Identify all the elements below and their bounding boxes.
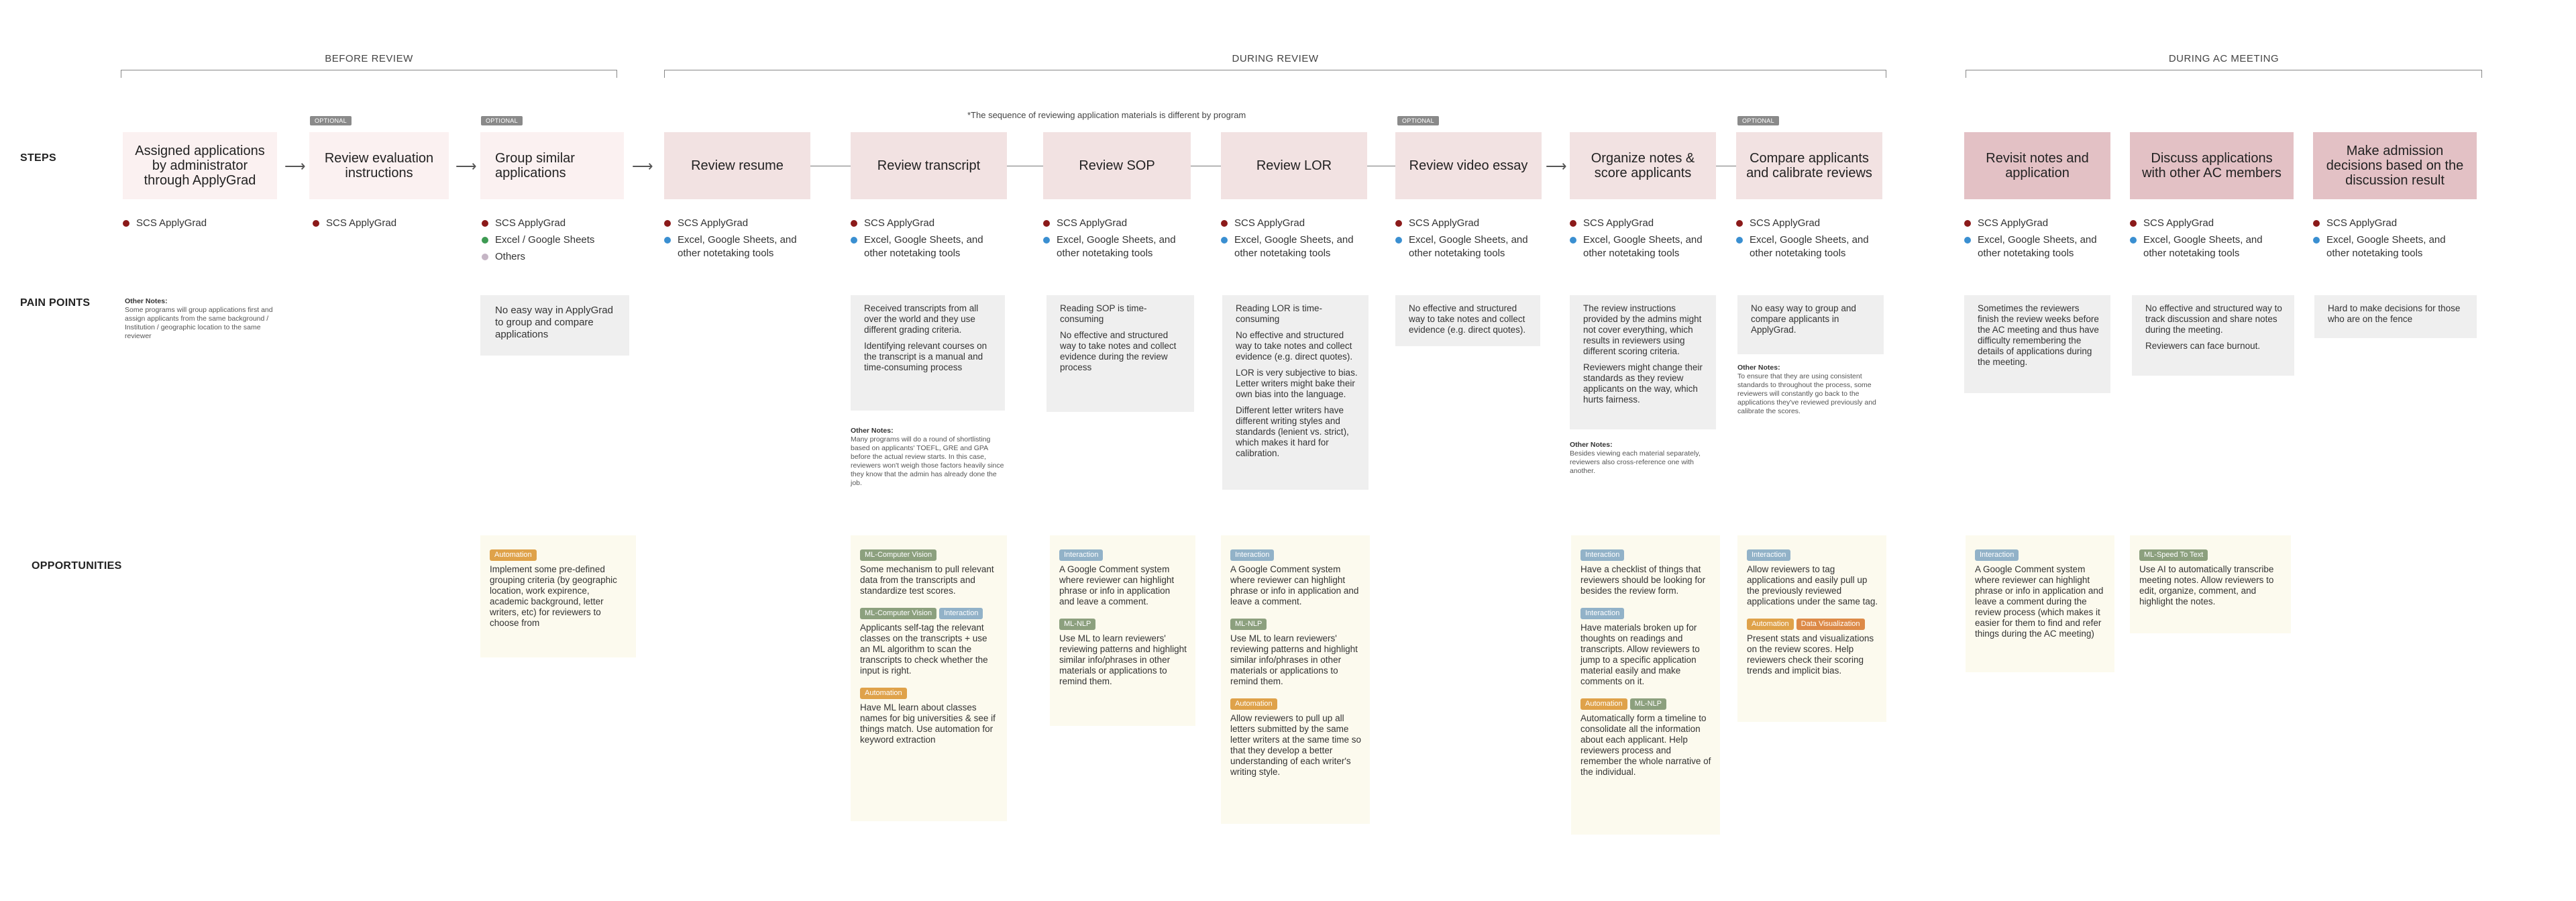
- tool-item: [1736, 233, 1882, 260]
- step-review-resume: Review resume: [664, 132, 810, 199]
- other-notes-label: Other Notes:: [851, 427, 894, 435]
- opportunity-text: Present stats and visualizations on the review scores. Help reviewers check their scoring trends and implicit bias.: [1747, 633, 1874, 676]
- tool-label: SCS ApplyGrad: [495, 217, 566, 229]
- tag-interaction: Interaction: [1230, 549, 1274, 561]
- pain-point-text: LOR is very subjective to bias. Letter writers might bake their own bias into the language.: [1236, 368, 1358, 399]
- row-label-pain-points: PAIN POINTS: [20, 297, 91, 309]
- step-discuss-applications: Discuss applications with other AC members: [2130, 132, 2294, 199]
- tool-item: [313, 217, 447, 230]
- opportunity-item: [1230, 549, 1362, 607]
- other-notes-text: Some programs will group applications first and assign applicants from the same background / Institution / geographic location to the same reviewer: [125, 306, 273, 340]
- other-notes-label: Other Notes:: [125, 297, 168, 305]
- pain-point-card: [1222, 295, 1368, 490]
- tool-label: SCS ApplyGrad: [1750, 217, 1821, 229]
- tool-label: Excel, Google Sheets, and other notetaking tools: [1750, 234, 1869, 259]
- notetaking-tools-dot: [851, 237, 857, 244]
- scs-applygrad-dot: [1570, 220, 1576, 227]
- tool-item: [482, 217, 623, 230]
- tool-item: [1964, 217, 2110, 230]
- notetaking-tools-dot: [1570, 237, 1576, 244]
- pain-point-text: Sometimes the reviewers finish the review weeks before the AC meeting and thus have difficulty remembering the details of applications during the meeting.: [1978, 303, 2099, 367]
- pain-point-text: Reading SOP is time-consuming: [1060, 303, 1147, 324]
- sequence-note: *The sequence of reviewing application materials is different by program: [967, 110, 1246, 120]
- opportunity-item: [2139, 549, 2283, 607]
- tools-list: [1395, 217, 1542, 264]
- other-notes-label: Other Notes:: [1570, 441, 1613, 449]
- pain-point-text: No effective and structured way to track discussion and share notes during the meeting.: [2145, 303, 2282, 335]
- tools-list: [2130, 217, 2276, 264]
- tag-automation: Automation: [1580, 698, 1627, 710]
- excel-google-sheets-dot: [482, 237, 488, 244]
- opportunity-item: [1747, 618, 1878, 676]
- tools-list: [2313, 217, 2459, 264]
- tool-item: [664, 217, 810, 230]
- phase-label-before: BEFORE REVIEW: [325, 53, 413, 64]
- tool-label: Excel, Google Sheets, and other notetaking tools: [1234, 234, 1354, 259]
- pain-point-text: No effective and structured way to take notes and collect evidence during the review process: [1060, 330, 1177, 372]
- tool-label: SCS ApplyGrad: [2143, 217, 2214, 229]
- tool-item: [2313, 217, 2459, 230]
- opportunity-item: [1747, 549, 1878, 607]
- arrow-icon: ⟶: [455, 158, 477, 174]
- notetaking-tools-dot: [2313, 237, 2320, 244]
- tag-automation: Automation: [490, 549, 537, 561]
- optional-badge: OPTIONAL: [1737, 116, 1779, 125]
- optional-badge: OPTIONAL: [1397, 116, 1439, 125]
- opportunity-item: [860, 607, 999, 676]
- tools-list: [1570, 217, 1716, 264]
- tool-label: SCS ApplyGrad: [1978, 217, 2049, 229]
- scs-applygrad-dot: [1964, 220, 1971, 227]
- pain-point-card: [1737, 295, 1884, 354]
- opportunity-card: [1737, 535, 1886, 722]
- pain-point-text: No effective and structured way to take notes and collect evidence (e.g. direct quotes).: [1236, 330, 1353, 362]
- phase-label-during: DURING REVIEW: [1232, 53, 1319, 64]
- scs-applygrad-dot: [1395, 220, 1402, 227]
- opportunity-text: Use AI to automatically transcribe meeting notes. Allow reviewers to edit, organize, comment, and highlight the notes.: [2139, 564, 2274, 606]
- tool-item: [1395, 217, 1542, 230]
- other-notes-text: Many programs will do a round of shortlisting based on applicants' TOEFL, GRE and GPA before the actual review starts. In this case, reviewers won't weigh those factors heavily since they know that the admin has already done the job.: [851, 435, 1004, 487]
- notetaking-tools-dot: [1964, 237, 1971, 244]
- scs-applygrad-dot: [2313, 220, 2320, 227]
- row-label-opportunities: OPPORTUNITIES: [32, 560, 122, 572]
- tools-list: [664, 217, 810, 264]
- pain-point-card: [1395, 295, 1540, 346]
- opportunity-text: Have materials broken up for thoughts on readings and transcripts. Allow reviewers to jump to a specific application material easily and make comments on it.: [1580, 623, 1700, 686]
- tag-data-visualization: Data Visualization: [1796, 619, 1865, 630]
- step-make-admission-decisions: Make admission decisions based on the discussion result: [2313, 132, 2477, 199]
- pain-point-card: [2132, 295, 2294, 376]
- opportunity-item: [490, 549, 628, 629]
- arrow-icon: ⟶: [632, 158, 653, 174]
- tag-ml-nlp: ML-NLP: [1059, 619, 1095, 630]
- pain-point-text: Different letter writers have different writing styles and standards (lenient vs. strict), which makes it hard for calibration.: [1236, 405, 1349, 458]
- tag-interaction: Interaction: [1975, 549, 2019, 561]
- tool-item: [1043, 217, 1189, 230]
- tool-item: [1395, 233, 1542, 260]
- tag-automation: Automation: [860, 688, 907, 699]
- tool-item: [1570, 233, 1716, 260]
- other-notes-text: Besides viewing each material separately, reviewers also cross-reference one with another.: [1570, 449, 1701, 475]
- tag-automation: Automation: [1747, 619, 1794, 630]
- tool-label: SCS ApplyGrad: [136, 217, 207, 229]
- pain-point-text: No effective and structured way to take notes and collect evidence (e.g. direct quotes).: [1409, 303, 1526, 335]
- tool-label: SCS ApplyGrad: [1234, 217, 1305, 229]
- tools-list: [123, 217, 270, 233]
- opportunity-card: [1221, 535, 1370, 824]
- tool-label: Excel, Google Sheets, and other notetaking tools: [1409, 234, 1528, 259]
- opportunity-item: [860, 549, 999, 596]
- tools-list: [851, 217, 997, 264]
- scs-applygrad-dot: [664, 220, 671, 227]
- pain-point-card: [851, 295, 1005, 411]
- notetaking-tools-dot: [1736, 237, 1743, 244]
- opportunity-card: [2130, 535, 2291, 633]
- step-group-similar-applications: Group similar applications: [480, 132, 624, 199]
- tool-item: [123, 217, 270, 230]
- tool-label: Excel, Google Sheets, and other notetaking tools: [678, 234, 797, 259]
- tools-list: [1964, 217, 2110, 264]
- tag-interaction: Interaction: [1580, 549, 1624, 561]
- phase-bracket-before: [121, 70, 617, 78]
- row-label-steps: STEPS: [20, 152, 56, 164]
- tool-label: Excel, Google Sheets, and other notetaking tools: [1057, 234, 1176, 259]
- tag-interaction: Interaction: [939, 608, 983, 619]
- tool-label: Excel, Google Sheets, and other notetaking tools: [1583, 234, 1703, 259]
- step-review-video-essay: Review video essay: [1395, 132, 1542, 199]
- pain-point-card: [1964, 295, 2110, 393]
- pain-point-text: Hard to make decisions for those who are on the fence: [2328, 303, 2461, 324]
- opportunity-item: [1230, 698, 1362, 778]
- notetaking-tools-dot: [1043, 237, 1050, 244]
- scs-applygrad-dot: [123, 220, 129, 227]
- opportunity-item: [1580, 607, 1712, 687]
- scs-applygrad-dot: [482, 220, 488, 227]
- tool-label: Excel, Google Sheets, and other notetaking tools: [2143, 234, 2263, 259]
- tool-label: Others: [495, 251, 526, 262]
- tool-item: [1736, 217, 1882, 230]
- tools-list: [1736, 217, 1882, 264]
- opportunity-item: [860, 687, 999, 745]
- notetaking-tools-dot: [2130, 237, 2137, 244]
- scs-applygrad-dot: [1736, 220, 1743, 227]
- tool-label: SCS ApplyGrad: [1583, 217, 1654, 229]
- pain-point-card: [1046, 295, 1194, 412]
- phase-bracket-ac: [1966, 70, 2482, 78]
- scs-applygrad-dot: [313, 220, 319, 227]
- pain-point-text: No easy way in ApplyGrad to group and compare applications: [495, 305, 613, 340]
- other-notes: [125, 297, 286, 341]
- other-notes: [1737, 364, 1884, 416]
- opportunity-text: Have a checklist of things that reviewers should be looking for besides the review form.: [1580, 564, 1706, 596]
- pain-point-text: No easy way to group and compare applicants in ApplyGrad.: [1751, 303, 1856, 335]
- opportunity-text: Allow reviewers to pull up all letters submitted by the same letter writers at the same time so that they develop a better understanding of each writer's writing style.: [1230, 713, 1362, 777]
- scs-applygrad-dot: [2130, 220, 2137, 227]
- other-notes: [851, 427, 1005, 488]
- phase-bracket-during: [664, 70, 1886, 78]
- tool-label: SCS ApplyGrad: [678, 217, 749, 229]
- opportunity-card: [1571, 535, 1720, 835]
- tool-item: [1221, 217, 1367, 230]
- tool-item: [482, 233, 623, 247]
- tool-label: SCS ApplyGrad: [1409, 217, 1480, 229]
- scs-applygrad-dot: [851, 220, 857, 227]
- other-notes: [1570, 441, 1716, 476]
- pain-point-card: [1570, 295, 1716, 429]
- notetaking-tools-dot: [1395, 237, 1402, 244]
- scs-applygrad-dot: [1221, 220, 1228, 227]
- opportunity-text: Implement some pre-defined grouping criteria (by geographic location, work expirence, academic background, letter writers, etc) for reviewers to choose from: [490, 564, 617, 628]
- notetaking-tools-dot: [1221, 237, 1228, 244]
- opportunity-card: [1050, 535, 1195, 726]
- tag-interaction: Interaction: [1580, 608, 1624, 619]
- opportunity-text: Some mechanism to pull relevant data from the transcripts and standardize test scores.: [860, 564, 994, 596]
- tag-interaction: Interaction: [1059, 549, 1103, 561]
- opportunity-text: Use ML to learn reviewers' reviewing patterns and highlight similar info/phrases in other materials or applications to remind them.: [1230, 633, 1358, 686]
- tool-item: [2313, 233, 2459, 260]
- opportunity-text: Allow reviewers to tag applications and easily pull up the previously reviewed applications under the same tag.: [1747, 564, 1878, 606]
- other-notes-label: Other Notes:: [1737, 364, 1780, 372]
- step-revisit-notes: Revisit notes and application: [1964, 132, 2110, 199]
- tool-item: [851, 233, 997, 260]
- step-review-sop: Review SOP: [1043, 132, 1191, 199]
- pain-point-text: Identifying relevant courses on the transcript is a manual and time-consuming process: [864, 341, 987, 372]
- step-assigned-applications: Assigned applications by administrator through ApplyGrad: [123, 132, 277, 199]
- opportunity-card: [851, 535, 1007, 821]
- tool-label: Excel / Google Sheets: [495, 234, 595, 246]
- tag-ml-nlp: ML-NLP: [1230, 619, 1267, 630]
- opportunity-text: Have ML learn about classes names for big universities & see if things match. Use automation for keyword extraction: [860, 702, 996, 745]
- tag-interaction: Interaction: [1747, 549, 1790, 561]
- opportunity-text: Use ML to learn reviewers' reviewing patterns and highlight similar info/phrases in other materials or applications to remind them.: [1059, 633, 1187, 686]
- tools-list: [482, 217, 623, 267]
- tool-label: SCS ApplyGrad: [864, 217, 935, 229]
- tools-list: [313, 217, 447, 233]
- tag-ml-computer-vision: ML-Computer Vision: [860, 549, 936, 561]
- step-review-lor: Review LOR: [1221, 132, 1367, 199]
- tool-item: [851, 217, 997, 230]
- tool-label: Excel, Google Sheets, and other notetaking tools: [2326, 234, 2446, 259]
- step-compare-applicants: Compare applicants and calibrate reviews: [1736, 132, 1882, 199]
- opportunity-text: A Google Comment system where reviewer can highlight phrase or info in application and leave a comment.: [1230, 564, 1359, 606]
- opportunity-text: A Google Comment system where reviewer can highlight phrase or info in application and leave a comment during the review process (which makes it easier for them to find and refer things during the AC meeting): [1975, 564, 2104, 639]
- tag-automation: Automation: [1230, 698, 1277, 710]
- arrow-icon: ⟶: [284, 158, 306, 174]
- pain-point-card: [480, 295, 629, 356]
- pain-point-text: Received transcripts from all over the world and they use different grading criteria.: [864, 303, 979, 335]
- scs-applygrad-dot: [1043, 220, 1050, 227]
- tag-ml-speech-to-text: ML-Speed To Text: [2139, 549, 2208, 561]
- tool-label: SCS ApplyGrad: [1057, 217, 1128, 229]
- opportunity-card: [1966, 535, 2114, 672]
- pain-point-text: Reviewers can face burnout.: [2145, 341, 2261, 351]
- tool-item: [482, 250, 623, 264]
- arrow-icon: ⟶: [1546, 158, 1567, 174]
- opportunity-item: [1059, 549, 1187, 607]
- tools-list: [1221, 217, 1367, 264]
- tool-label: Excel, Google Sheets, and other notetaking tools: [864, 234, 983, 259]
- tool-item: [2130, 217, 2276, 230]
- tool-item: [1964, 233, 2110, 260]
- opportunity-card: [480, 535, 636, 657]
- tools-list: [1043, 217, 1189, 264]
- opportunity-item: [1580, 549, 1712, 596]
- tag-ml-nlp: ML-NLP: [1630, 698, 1666, 710]
- optional-badge: OPTIONAL: [481, 116, 523, 125]
- opportunity-item: [1580, 698, 1712, 778]
- tag-ml-computer-vision: ML-Computer Vision: [860, 608, 936, 619]
- tool-item: [1221, 233, 1367, 260]
- step-review-evaluation-instructions: Review evaluation instructions: [309, 132, 449, 199]
- tool-label: SCS ApplyGrad: [326, 217, 397, 229]
- other-notes-text: To ensure that they are using consistent standards to throughout the process, some reviewers will constantly go back to the applications they've reviewed previously and calibrate the scores.: [1737, 372, 1876, 415]
- opportunity-item: [1230, 618, 1362, 687]
- opportunity-text: Applicants self-tag the relevant classes on the transcripts + use an ML algorithm to scan the transcripts to check whether the input is right.: [860, 623, 988, 676]
- tool-item: [1043, 233, 1189, 260]
- opportunity-text: A Google Comment system where reviewer can highlight phrase or info in application and leave a comment.: [1059, 564, 1175, 606]
- pain-point-text: Reading LOR is time-consuming: [1236, 303, 1323, 324]
- pain-point-text: Reviewers might change their standards as they review applicants on the way, which hurts fairness.: [1583, 362, 1703, 405]
- opportunity-text: Automatically form a timeline to consolidate all the information about each applicant. Help reviewers process and remember the whole narrative of the individual.: [1580, 713, 1711, 777]
- pain-point-card: [2314, 295, 2477, 338]
- notetaking-tools-dot: [664, 237, 671, 244]
- step-review-transcript: Review transcript: [851, 132, 1007, 199]
- opportunity-item: [1975, 549, 2106, 639]
- tool-label: SCS ApplyGrad: [2326, 217, 2398, 229]
- optional-badge: OPTIONAL: [310, 116, 352, 125]
- opportunity-item: [1059, 618, 1187, 687]
- pain-point-text: The review instructions provided by the admins might not cover everything, which results in reviewers using different scoring criteria.: [1583, 303, 1702, 356]
- tool-label: Excel, Google Sheets, and other notetaking tools: [1978, 234, 2097, 259]
- tool-item: [664, 233, 810, 260]
- step-organize-notes: Organize notes & score applicants: [1570, 132, 1716, 199]
- tool-item: [1570, 217, 1716, 230]
- phase-label-ac: DURING AC MEETING: [2168, 53, 2279, 64]
- others-dot: [482, 254, 488, 260]
- tool-item: [2130, 233, 2276, 260]
